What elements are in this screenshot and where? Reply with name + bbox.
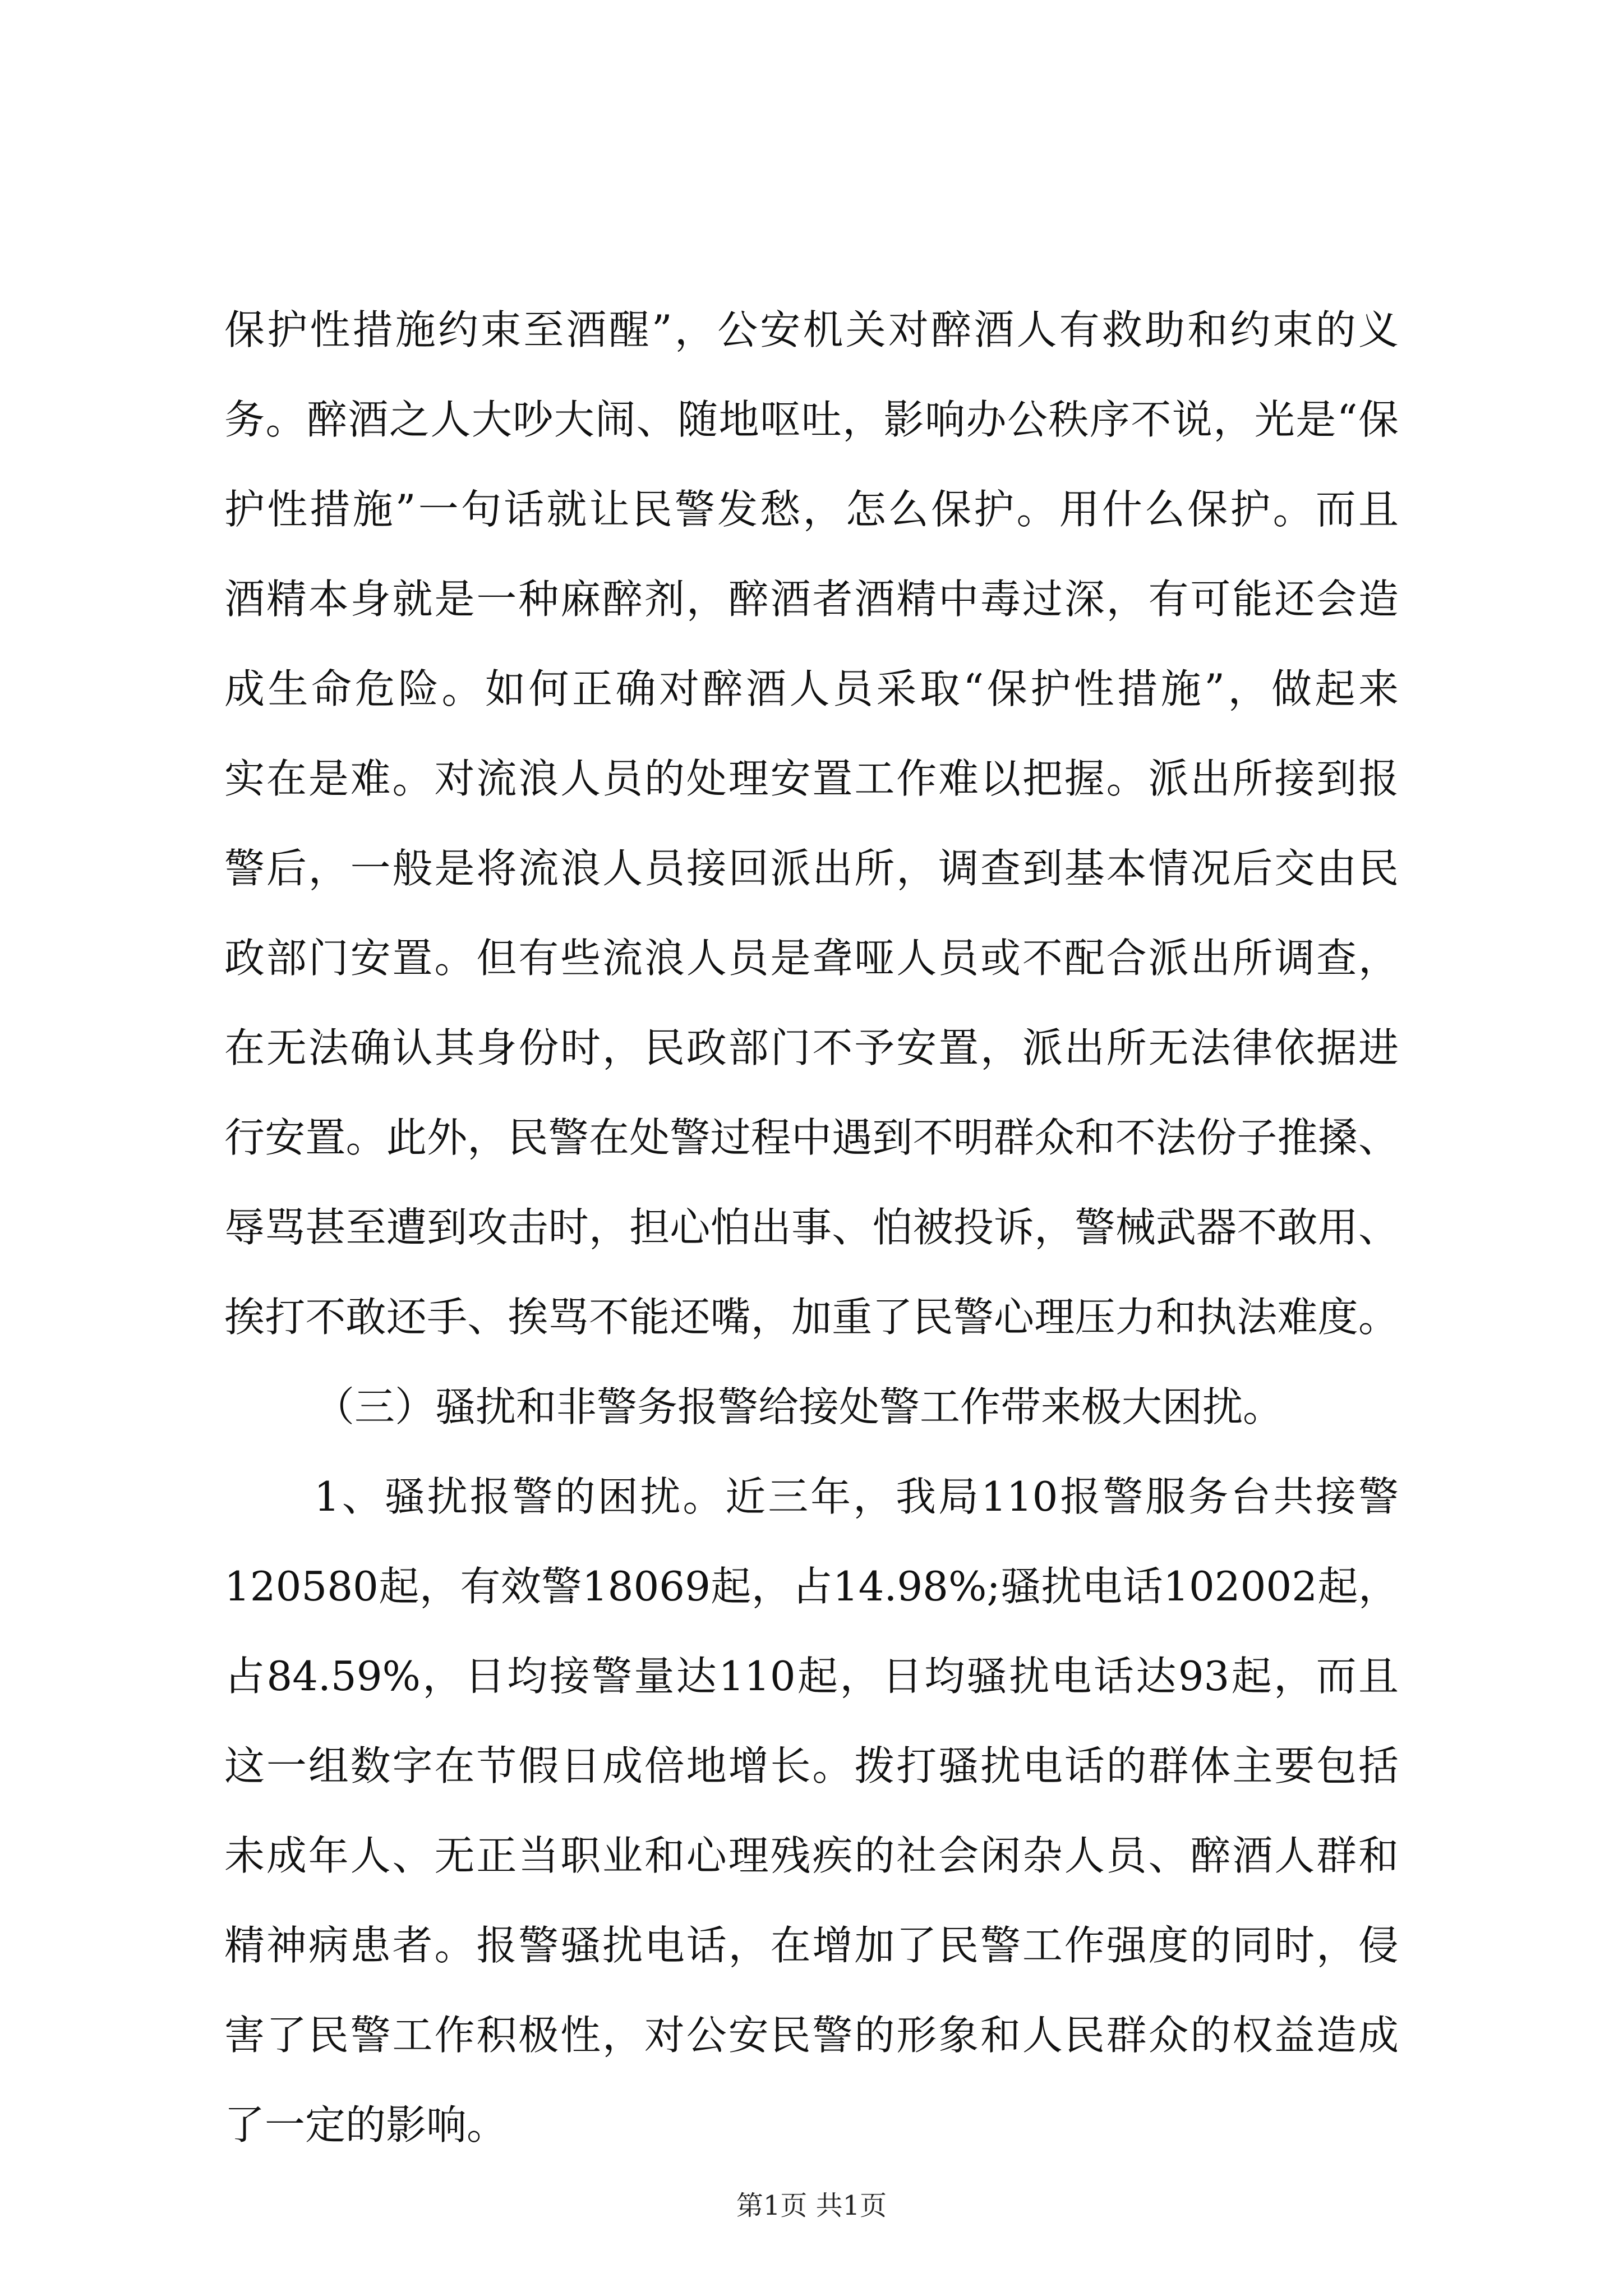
page-footer: 第1页 共1页 <box>736 2190 887 2221</box>
body-line: 酒精本身就是一种麻醉剂，醉酒者酒精中毒过深，有可能还会造 <box>224 576 1399 623</box>
body-line: 120580起，有效警18069起，占14.98%;骚扰电话102002起， <box>224 1563 1399 1610</box>
body-line: 保护性措施约束至酒醒”，公安机关对醉酒人有救助和约束的义 <box>224 306 1399 353</box>
body-line: 务。醉酒之人大吵大闹、随地呕吐，影响办公秩序不说，光是“保 <box>224 396 1399 443</box>
body-line: 害了民警工作积极性，对公安民警的形象和人民群众的权益造成 <box>224 2012 1399 2059</box>
body-line: 护性措施”一句话就让民警发愁，怎么保护。用什么保护。而且 <box>224 486 1399 533</box>
body-line: 精神病患者。报警骚扰电话，在增加了民警工作强度的同时，侵 <box>224 1922 1399 1969</box>
body-line: 1、骚扰报警的困扰。近三年，我局110报警服务台共接警 <box>314 1473 1399 1520</box>
body-line: 实在是难。对流浪人员的处理安置工作难以把握。派出所接到报 <box>224 755 1399 802</box>
section-heading: （三）骚扰和非警务报警给接处警工作带来极大困扰。 <box>314 1383 1284 1430</box>
body-line: 挨打不敢还手、挨骂不能还嘴，加重了民警心理压力和执法难度。 <box>224 1294 1399 1341</box>
body-line: 这一组数字在节假日成倍地增长。拨打骚扰电话的群体主要包括 <box>224 1742 1399 1789</box>
body-line: 未成年人、无正当职业和心理残疾的社会闲杂人员、醉酒人群和 <box>224 1832 1399 1879</box>
body-line: 了一定的影响。 <box>224 2101 508 2148</box>
body-line: 政部门安置。但有些流浪人员是聋哑人员或不配合派出所调查， <box>224 935 1399 982</box>
body-line: 成生命危险。如何正确对醉酒人员采取“保护性措施”，做起来 <box>224 665 1399 712</box>
body-line: 占84.59%，日均接警量达110起，日均骚扰电话达93起，而且 <box>224 1653 1399 1700</box>
body-line: 在无法确认其身份时，民政部门不予安置，派出所无法律依据进 <box>224 1024 1399 1071</box>
body-line: 警后，一般是将流浪人员接回派出所，调查到基本情况后交由民 <box>224 845 1399 892</box>
body-line: 行安置。此外，民警在处警过程中遇到不明群众和不法份子推搡、 <box>224 1114 1399 1161</box>
body-line: 辱骂甚至遭到攻击时，担心怕出事、怕被投诉，警械武器不敢用、 <box>224 1204 1399 1251</box>
